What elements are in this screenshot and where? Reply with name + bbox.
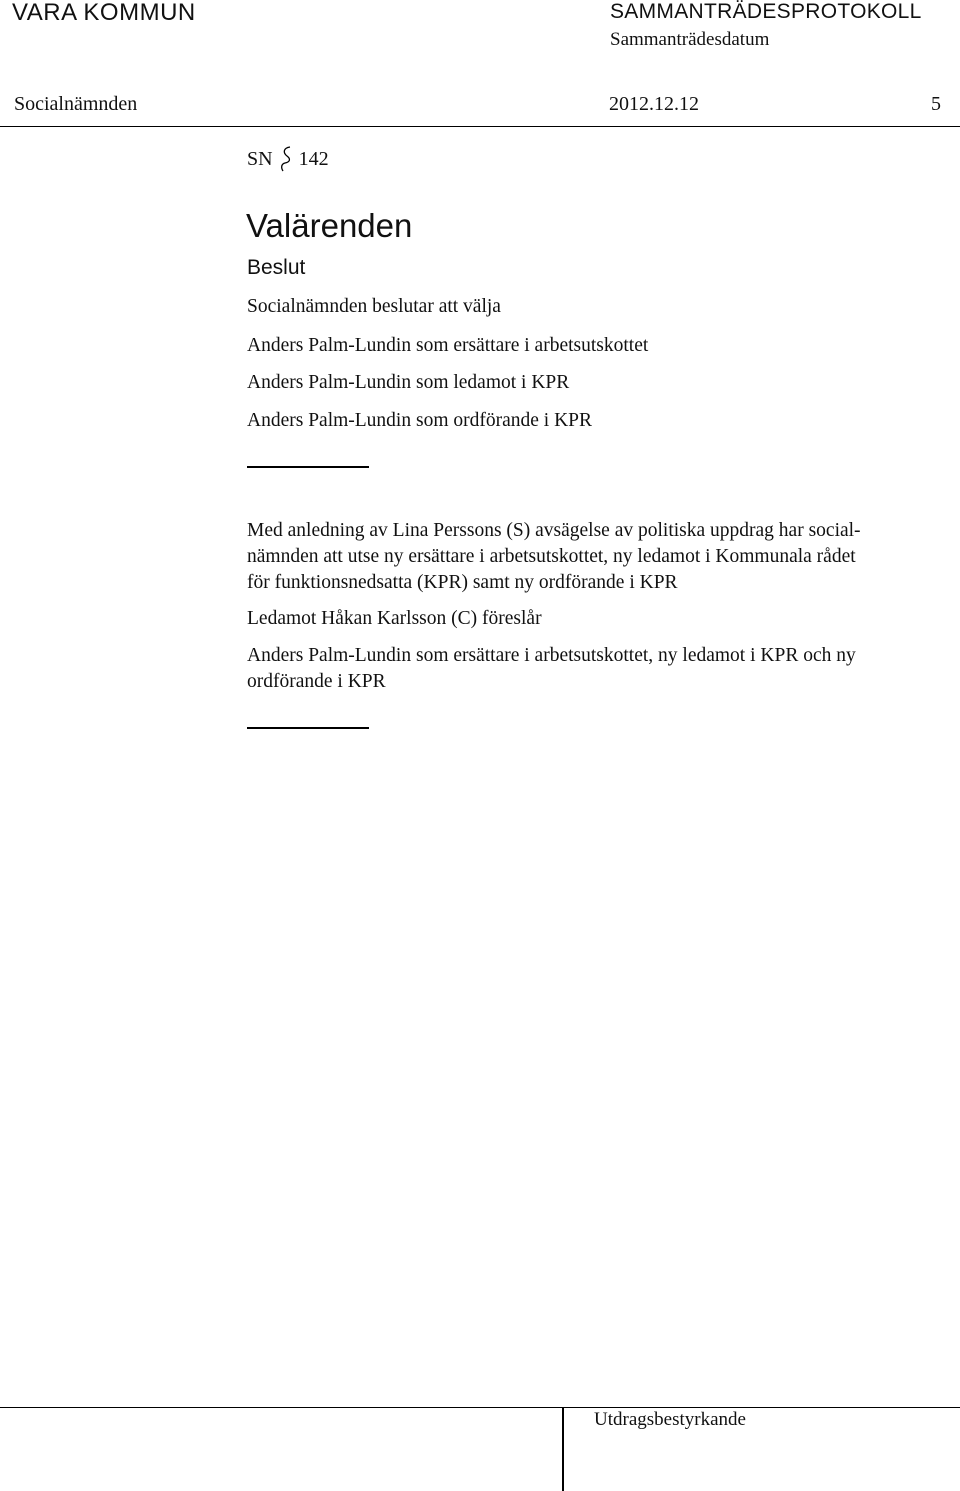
document-type: SAMMANTRÄDESPROTOKOLL (610, 0, 922, 23)
section-separator (247, 727, 369, 729)
background-text-line: nämnden att utse ny ersättare i arbetsutskottet, ny ledamot i Kommunala rådet (247, 546, 856, 567)
section-sign-icon (279, 146, 293, 172)
section-separator (247, 466, 369, 468)
footer-divider (0, 1407, 960, 1408)
session-date: 2012.12.12 (609, 93, 699, 115)
decision-heading: Beslut (247, 256, 306, 279)
decision-item: Anders Palm-Lundin som ersättare i arbetsutskottet (247, 335, 649, 356)
paragraph-number: 142 (298, 147, 329, 170)
decision-item: Anders Palm-Lundin som ordförande i KPR (247, 410, 593, 431)
background-text-line: för funktionsnedsatta (KPR) samt ny ordförande i KPR (247, 572, 678, 593)
proposal-text-line: ordförande i KPR (247, 671, 386, 692)
organization-name: VARA KOMMUN (12, 0, 196, 26)
department-name: Socialnämnden (14, 93, 138, 115)
decision-intro: Socialnämnden beslutar att välja (247, 296, 501, 317)
page-number: 5 (931, 93, 941, 115)
paragraph-prefix: SN (247, 147, 273, 170)
page-title: Valärenden (246, 207, 413, 244)
session-date-label: Sammanträdesdatum (610, 29, 770, 50)
decision-item: Anders Palm-Lundin som ledamot i KPR (247, 372, 570, 393)
proposal-by: Ledamot Håkan Karlsson (C) föreslår (247, 608, 542, 629)
header-divider (0, 126, 960, 127)
paragraph-reference (247, 146, 329, 172)
footer-column-divider (562, 1407, 564, 1491)
background-text-line: Med anledning av Lina Perssons (S) avsägelse av politiska uppdrag har social- (247, 520, 861, 541)
extract-certification-label: Utdragsbestyrkande (594, 1409, 746, 1430)
proposal-text-line: Anders Palm-Lundin som ersättare i arbetsutskottet, ny ledamot i KPR och ny (247, 645, 856, 666)
